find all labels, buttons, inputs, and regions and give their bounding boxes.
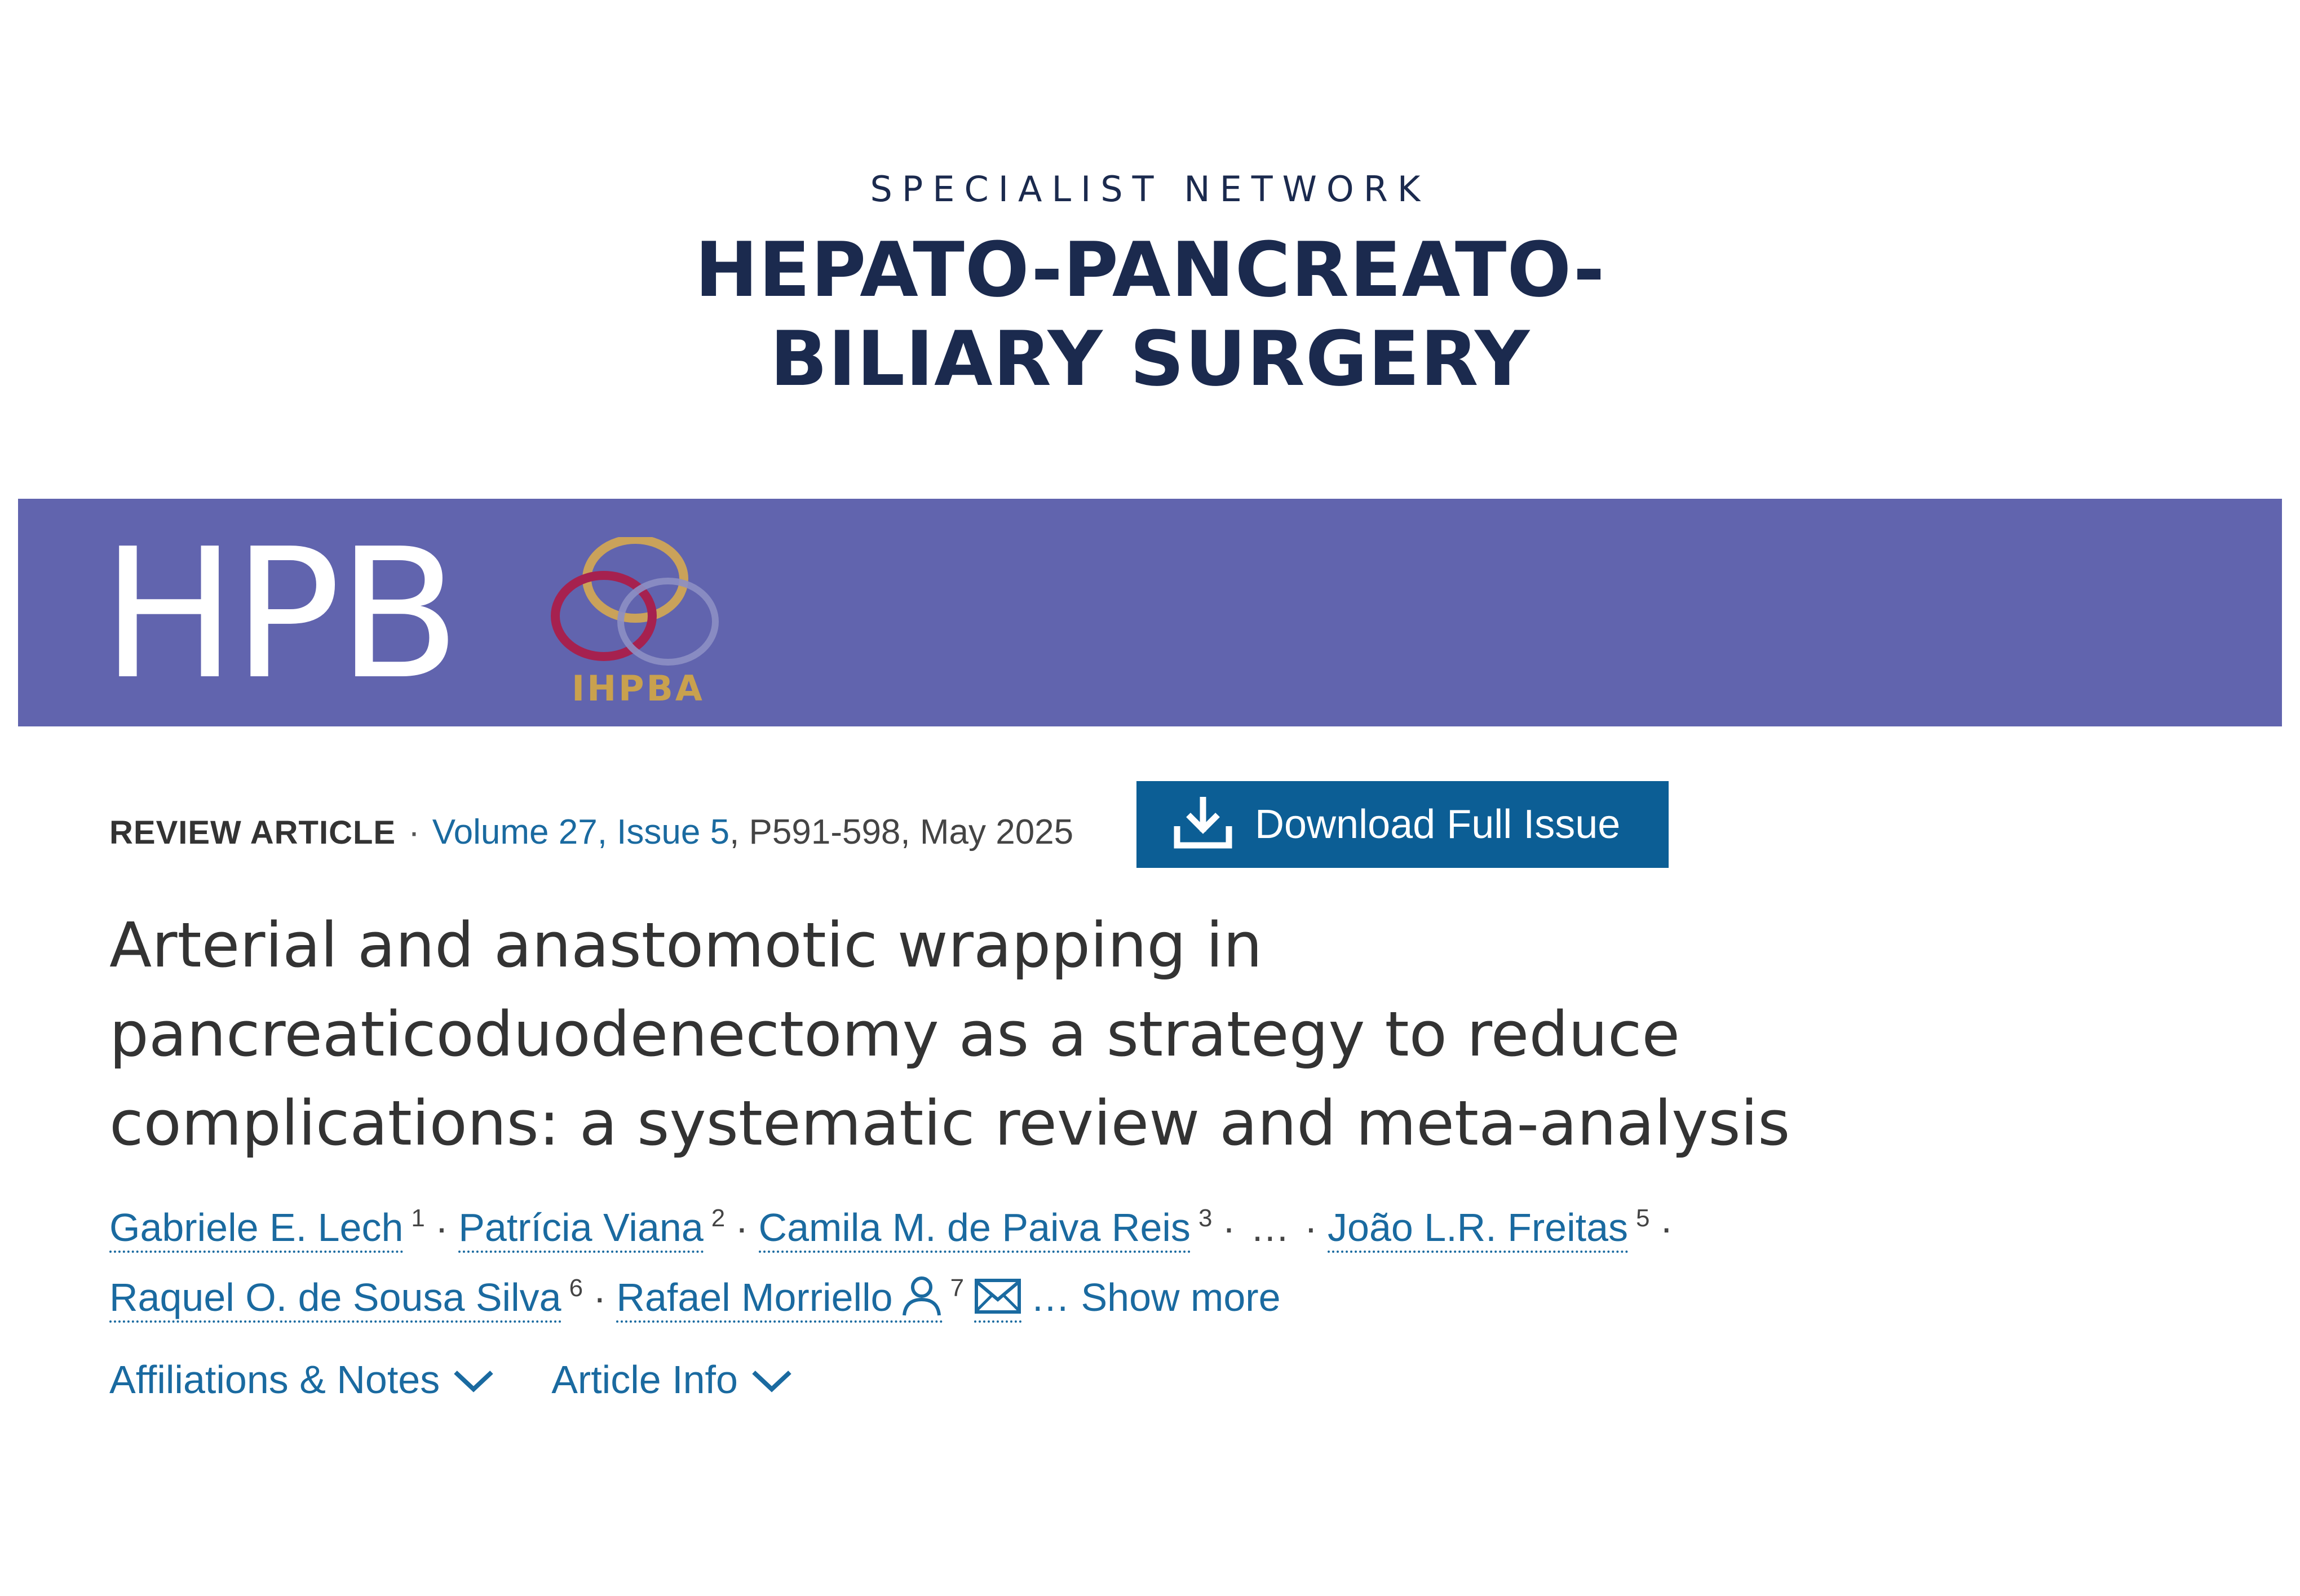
author-name: Rafael Morriello: [616, 1275, 893, 1319]
author-affiliation-sup: 3: [1198, 1204, 1213, 1232]
network-title-line-1: HEPATO-PANCREATO-: [695, 226, 1605, 314]
article-meta: [109, 807, 1073, 858]
affiliations-notes-toggle[interactable]: [109, 1351, 495, 1408]
journal-banner: [18, 499, 2282, 726]
author-affiliation-sup: 6: [569, 1274, 583, 1302]
author-affiliation-sup: 7: [950, 1274, 965, 1302]
corresponding-author-link[interactable]: [616, 1275, 942, 1323]
article-title-line-2: pancreaticoduodenectomy as a strategy to reduce: [109, 998, 1680, 1070]
download-button-label: Download Full Issue: [1255, 802, 1621, 847]
meta-separator: ·: [408, 813, 420, 852]
chevron-down-icon: [750, 1368, 793, 1394]
network-label: SPECIALIST NETWORK: [870, 169, 1430, 210]
author-separator: ·: [1660, 1205, 1673, 1249]
author-separator: ·: [1222, 1205, 1236, 1249]
article-title: [109, 901, 2026, 1168]
download-icon: [1174, 797, 1232, 849]
download-full-issue-button[interactable]: [1136, 781, 1669, 868]
article-info-toggle[interactable]: [551, 1351, 793, 1408]
envelope-icon: [974, 1278, 1021, 1314]
author-affiliation-sup: 5: [1636, 1204, 1650, 1232]
author-separator: ·: [593, 1275, 607, 1319]
author-separator: ·: [1304, 1205, 1318, 1249]
volume-issue-link[interactable]: Volume 27, Issue 5: [432, 813, 730, 852]
pages-date: , P591-598, May 2025: [729, 813, 1074, 852]
author-link[interactable]: João L.R. Freitas: [1328, 1205, 1628, 1253]
authors-line-1: [109, 1190, 1683, 1256]
affiliations-notes-label: Affiliations & Notes: [109, 1358, 440, 1402]
show-more-authors-link[interactable]: … Show more: [1030, 1275, 1281, 1319]
email-author-link[interactable]: [974, 1275, 1021, 1323]
author-link[interactable]: Raquel O. de Sousa Silva: [109, 1275, 561, 1323]
person-icon: [901, 1275, 943, 1318]
article-type: REVIEW ARTICLE: [109, 814, 396, 851]
author-affiliation-sup: 1: [411, 1204, 425, 1232]
network-title: [0, 225, 2300, 404]
author-separator: ·: [735, 1205, 749, 1249]
authors-ellipsis: …: [1250, 1205, 1290, 1249]
authors-line-2: [109, 1260, 1281, 1325]
chevron-down-icon: [452, 1368, 495, 1394]
article-title-line-1: Arterial and anastomotic wrapping in: [109, 909, 1263, 981]
author-link[interactable]: Gabriele E. Lech: [109, 1205, 403, 1253]
article-expanders: [109, 1351, 850, 1408]
network-title-line-2: BILIARY SURGERY: [769, 315, 1531, 403]
author-separator: ·: [435, 1205, 449, 1249]
journal-logo[interactable]: HPB: [101, 510, 458, 719]
author-link[interactable]: Patrícia Viana: [458, 1205, 704, 1253]
author-link[interactable]: Camila M. de Paiva Reis: [759, 1205, 1191, 1253]
article-info-label: Article Info: [551, 1358, 738, 1402]
article-title-line-3: complications: a systematic review and meta-analysis: [109, 1087, 1790, 1159]
ihpba-logo-icon: [545, 537, 731, 712]
ihpba-logo-text: IHPBA: [572, 668, 705, 709]
author-affiliation-sup: 2: [711, 1204, 726, 1232]
